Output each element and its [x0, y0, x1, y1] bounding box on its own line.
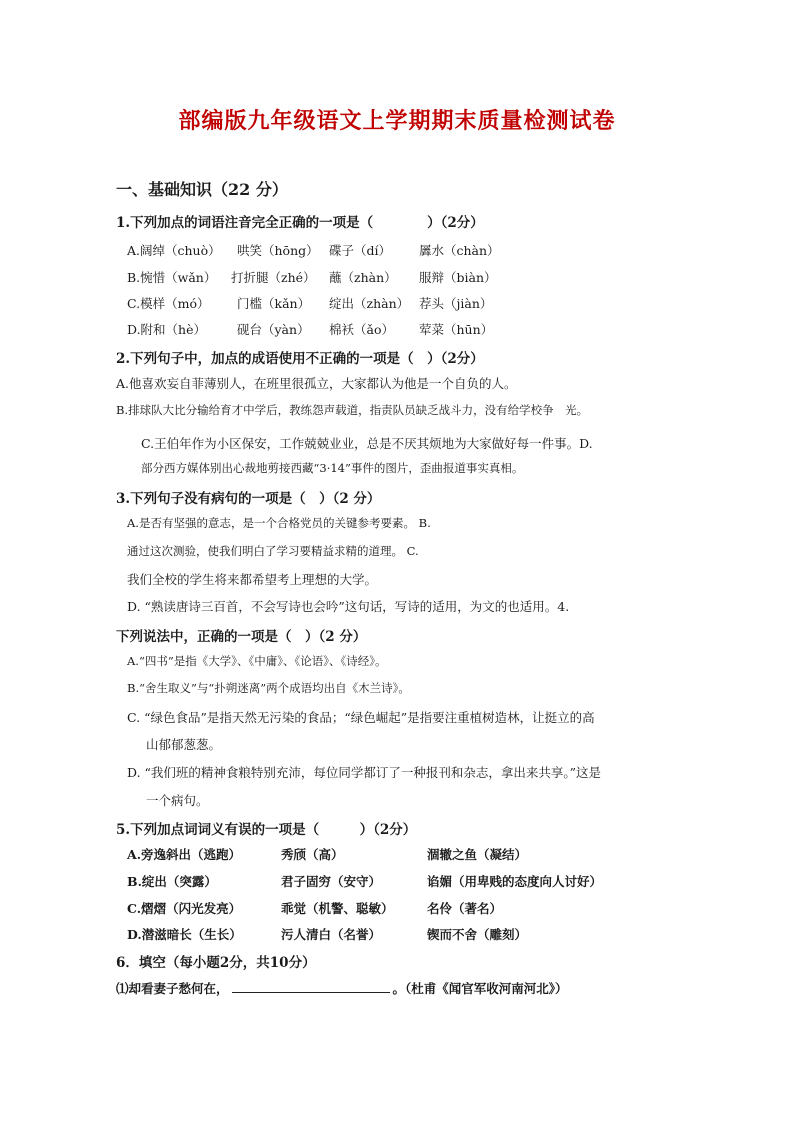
q4-option-c-line2: 山郁郁葱葱。 — [146, 737, 222, 752]
q4-option-b: B.“舍生取义”与“扑朔迷离”两个成语均出自《木兰诗》。 — [127, 681, 410, 695]
q2-option-c: C.王伯年作为小区保安，工作兢兢业业，总是不厌其烦地为大家做好每一件事。D. — [141, 436, 593, 451]
q1-option-c: C.模样（mó） 门槛（kǎn） 绽出（zhàn） 荐头（jiàn） — [127, 296, 493, 311]
page-title: 部编版九年级语文上学期期末质量检测试卷 — [178, 108, 616, 134]
q5-option-a: A.旁逸斜出（逃跑） 秀颀（高） 涸辙之鱼（凝结） — [127, 847, 528, 862]
q5-option-b: B.绽出（突露） 君子固穷（安守） 谄媚（用卑贱的态度向人讨好） — [127, 874, 603, 889]
q1-option-b: B.惋惜（wǎn） 打折腿（zhé） 蘸（zhàn） 服辩（biàn） — [127, 270, 497, 285]
q3-option-a: A.是否有坚强的意志，是一个合格党员的关键参考要素。 B. — [127, 516, 431, 530]
q5-option-d: D.潜滋暗长（生长） 污人清白（名誉） 锲而不舍（雕刻） — [127, 927, 528, 942]
q4-option-d-line2: 一个病句。 — [146, 793, 209, 808]
q5-option-c: C.熠熠（闪光发亮） 乖觉（机警、聪敏） 名伶（著名） — [127, 901, 503, 916]
q2-option-a: A.他喜欢妄自菲薄别人，在班里很孤立，大家都认为他是一个自负的人。 — [116, 376, 517, 391]
question-5-stem: 5.下列加点词词义有误的一项是（ ）（2分） — [116, 822, 417, 838]
section-heading-basic-knowledge: 一、基础知识（22 分） — [116, 180, 288, 199]
question-6-stem: 6．填空（每小题2分，共10分） — [116, 955, 316, 971]
q3-option-b: 通过这次测验，使我们明白了学习要精益求精的道理。 C. — [127, 544, 419, 558]
question-4-stem: 下列说法中，正确的一项是（ ）（2 分） — [116, 629, 367, 645]
question-1-stem: 1.下列加点的词语注音完全正确的一项是（ ）（2分） — [116, 215, 484, 231]
q1-option-a: A.阔绰（chuò） 哄笑（hōng） 碟子（dí） 羼水（chàn） — [127, 243, 500, 258]
q3-option-c: 我们全校的学生将来都希望考上理想的大学。 — [127, 572, 378, 587]
answer-blank[interactable] — [232, 978, 390, 993]
q2-option-b: B.排球队大比分输给育才中学后，教练怨声载道，指责队员缺乏战斗力，没有给学校争 光。 — [116, 403, 589, 417]
q4-option-a: A.“四书”是指《大学》、《中庸》、《论语》、《诗经》。 — [127, 654, 387, 668]
q4-option-d-line1: D. “我们班的精神食粮特别充沛，每位同学都订了一种报刊和杂志，拿出来共享。”这是 — [127, 765, 602, 780]
q6-item-1 — [116, 978, 568, 997]
q3-option-d: D. “熟读唐诗三百首，不会写诗也会吟”这句话，写诗的适用，为文的也适用。4. — [127, 599, 570, 614]
question-2-stem: 2.下列句子中，加点的成语使用不正确的一项是（ ）（2分） — [116, 351, 484, 367]
q1-option-d: D.附和（hè） 砚台（yàn） 棉袄（ǎo） 荤菜（hūn） — [127, 322, 494, 337]
q6-item-1-source: 。（杜甫《闻官军收河南河北》） — [392, 981, 568, 996]
q6-item-1-prefix: ⑴却看妻子愁何在， — [116, 981, 229, 996]
question-3-stem: 3.下列句子没有病句的一项是（ ）（2 分） — [116, 491, 381, 507]
q4-option-c-line1: C. “绿色食品”是指天然无污染的食品；“绿色崛起”是指要注重植树造林，让挺立的高 — [127, 710, 595, 725]
q2-option-d: 部分西方媒体别出心裁地剪接西藏“3·14”事件的图片，歪曲报道事实真相。 — [141, 461, 524, 475]
